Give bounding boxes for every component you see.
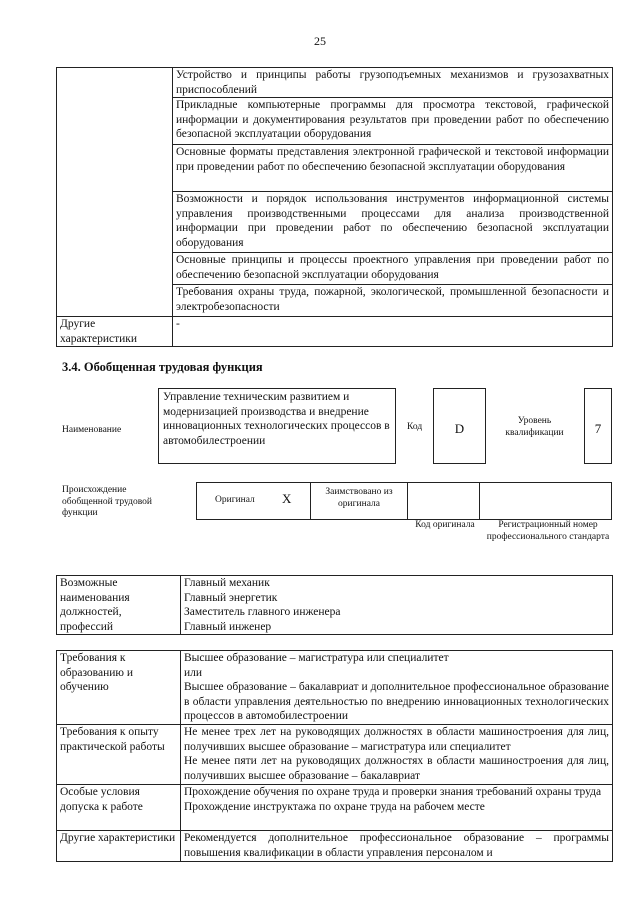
positions-list <box>181 576 613 635</box>
name-label: Наименование <box>62 425 122 435</box>
education-label: Требования к образованию и обучению <box>57 651 181 725</box>
level-value: 7 <box>594 421 602 436</box>
position-item: Главный энергетик <box>184 591 278 604</box>
knowledge-item: Устройство и принципы работы грузоподъемных механизмов и грузозахватных приспособлений <box>173 68 613 98</box>
admission-line: Прохождение обучения по охране труда и проверки знания требований охраны труда <box>184 786 602 798</box>
code-original-caption: Код оригинала <box>415 520 475 530</box>
other-line: Рекомендуется дополнительное профессиональное образование – программы повышения квалификации в области управления персоналом и <box>184 832 609 859</box>
admission-text <box>181 785 613 831</box>
function-name-box <box>158 388 396 464</box>
code-box <box>433 388 486 464</box>
requirements-table <box>56 650 613 862</box>
knowledge-item: Основные форматы представления электронной графической и текстовой информации при проведении работ по обеспечению безопасной эксплуатации оборудования <box>173 145 613 192</box>
borrowed-label: Заимствовано из оригинала <box>325 487 393 509</box>
original-mark: X <box>282 491 292 506</box>
original-label: Оригинал <box>215 495 255 505</box>
education-line: или <box>184 666 203 679</box>
positions-table <box>56 575 613 635</box>
origin-label: Происхождение обобщенной трудовой функции <box>62 485 152 518</box>
admission-line: Прохождение инструктажа по охране труда на рабочем месте <box>184 800 485 813</box>
page-number: 25 <box>314 34 326 48</box>
other-label: Другие характеристики <box>57 831 181 862</box>
other-characteristics-value: - <box>173 317 613 347</box>
education-line: Высшее образование – магистратура или специалитет <box>184 652 449 664</box>
knowledge-table <box>56 67 613 347</box>
experience-label: Требования к опыту практической работы <box>57 725 181 785</box>
code-value: D <box>454 421 465 436</box>
other-characteristics-label: Другие характеристики <box>57 317 173 347</box>
knowledge-item: Возможности и порядок использования инструментов информационной системы управления производственными процессами для анализа производственной информации при проведении работ по обеспечению безопасной эксплуатации оборудования <box>173 192 613 253</box>
position-item: Заместитель главного инженера <box>184 606 341 619</box>
positions-label: Возможные наименования должностей, профессий <box>57 576 181 635</box>
admission-label: Особые условия допуска к работе <box>57 785 181 831</box>
experience-line: Не менее пяти лет на руководящих должностях в области машиностроения для лиц, получивших высшее образование – бакалавриат <box>184 755 609 782</box>
knowledge-item: Требования охраны труда, пожарной, экологической, промышленной безопасности и электробезопасности <box>173 285 613 317</box>
section-title: 3.4. Обобщенная трудовая функция <box>62 360 263 374</box>
other-text <box>181 831 613 862</box>
function-name-value: Управление техническим развитием и модернизацией производства и внедрение инновационных технологических процессов в автомобилестроении <box>163 391 390 447</box>
regnum-caption: Регистрационный номер профессионального стандарта <box>486 520 610 542</box>
code-label: Код <box>407 422 423 432</box>
level-label: Уровень квалификации <box>505 416 564 438</box>
position-item: Главный инженер <box>184 620 272 633</box>
education-line: Высшее образование – бакалавриат и дополнительное профессиональное образование в области управления деятельностью по внедрению инновационных технологических процессов в автомобилестроении <box>184 681 609 723</box>
level-box <box>584 388 612 464</box>
education-text <box>181 651 613 725</box>
knowledge-item: Прикладные компьютерные программы для просмотра текстовой, графической информации и документирования результатов при проведении работ по обеспечению безопасной эксплуатации оборудования <box>173 98 613 145</box>
position-item: Главный механик <box>184 577 270 589</box>
code-original-cell <box>407 482 480 520</box>
knowledge-item: Основные принципы и процессы проектного управления при проведении работ по обеспечению безопасной эксплуатации оборудования <box>173 253 613 285</box>
experience-line: Не менее трех лет на руководящих должностях в области машиностроения для лиц, получивших высшее образование – магистратура или специалитет <box>184 726 609 753</box>
experience-text <box>181 725 613 785</box>
